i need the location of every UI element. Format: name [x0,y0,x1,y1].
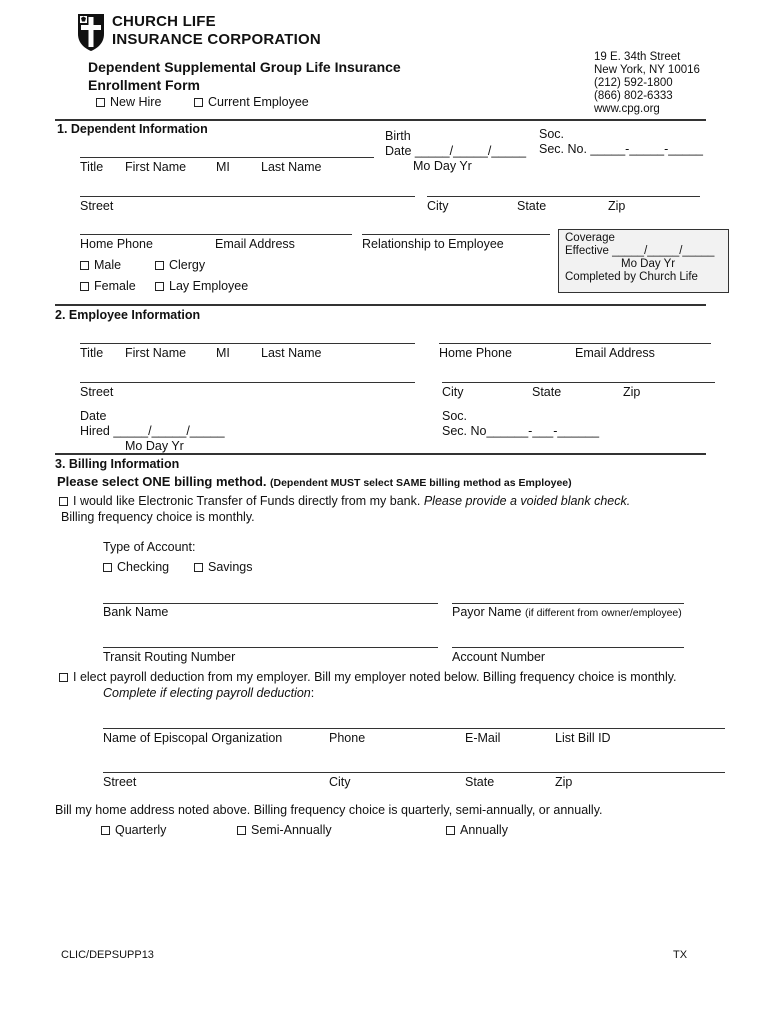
section2-divider [55,304,706,306]
male-label: Male [94,258,122,272]
checking-option[interactable] [103,560,169,574]
savings-label: Savings [208,560,253,574]
lay-employee-option[interactable] [155,279,248,293]
date-hired-sublabels: Mo Day Yr [125,439,184,453]
eft-text: I would like Electronic Transfer of Funds directly from my bank. [73,494,421,508]
section3-divider [55,453,706,455]
quarterly-option[interactable] [101,823,166,837]
address-line1: 19 E. 34th Street [594,51,681,63]
date-hired-label: Date [80,409,107,423]
emp-ssn-field[interactable]: Sec. No______-___-______ [442,424,600,438]
payor-name-note: (if different from owner/employee) [524,607,682,619]
emp-zip-label: Zip [623,385,641,399]
dep-last-name-label: Last Name [261,160,322,174]
emp-first-name-label: First Name [125,346,187,360]
org-address-line[interactable] [103,772,725,773]
form-title-line1: Dependent Supplemental Group Life Insurance [88,59,401,75]
company-address-block [594,51,700,116]
female-checkbox[interactable] [80,282,89,291]
emp-name-line[interactable] [80,343,415,344]
coverage-effective-field[interactable]: Effective _____/_____/_____ [565,245,715,257]
annually-label: Annually [460,823,508,837]
emp-street-label: Street [80,385,114,399]
current-employee-label: Current Employee [208,95,309,109]
dep-city-label: City [427,199,449,213]
form-code: CLIC/DEPSUPP13 [61,949,154,961]
coverage-completed-by: Completed by Church Life [565,271,698,283]
dep-relationship-line[interactable] [362,234,550,235]
org-name-label: Name of Episcopal Organization [103,731,283,745]
checking-label: Checking [117,560,170,574]
female-label: Female [94,279,136,293]
lay-employee-label: Lay Employee [169,279,249,293]
dep-email-label: Email Address [215,237,295,251]
semi-annually-label: Semi-Annually [251,823,332,837]
male-checkbox[interactable] [80,261,89,270]
date-hired-field[interactable]: Hired _____/_____/_____ [80,424,225,438]
org-street-label: Street [103,775,137,789]
eft-checkbox[interactable] [59,497,68,506]
payroll-italic-note: Complete if electing payroll deduction [103,686,311,700]
current-employee-option[interactable] [194,95,309,109]
dep-first-name-label: First Name [125,160,187,174]
org-zip-label: Zip [555,775,573,789]
emp-title-label: Title [80,346,104,360]
address-line2: New York, NY 10016 [594,64,700,76]
bank-name-label: Bank Name [103,605,169,619]
phone-line1: (212) 592-1800 [594,77,673,89]
section1-heading: 1. Dependent Information [57,122,208,136]
org-email-label: E-Mail [465,731,501,745]
current-employee-checkbox[interactable] [194,98,203,107]
dep-soc-label: Soc. [539,127,565,141]
lay-employee-checkbox[interactable] [155,282,164,291]
payor-name-label-group [452,605,682,619]
dep-street-line[interactable] [80,196,415,197]
select-one-label: Please select ONE billing method. [57,474,267,489]
emp-email-label: Email Address [575,346,655,360]
company-name-line1: CHURCH LIFE [112,13,216,30]
select-same-note: (Dependent MUST select SAME billing method as Employee) [270,477,572,489]
birth-date-sublabels: Mo Day Yr [413,159,472,173]
dep-relationship-label: Relationship to Employee [362,237,504,251]
annually-option[interactable] [446,823,508,837]
dep-home-phone-label: Home Phone [80,237,153,251]
emp-street-line[interactable] [80,382,415,383]
birth-date-field[interactable]: Date _____/_____/_____ [385,144,527,158]
payroll-checkbox[interactable] [59,673,68,682]
list-bill-id-label: List Bill ID [555,731,611,745]
bank-name-line[interactable] [103,603,438,604]
eft-voided-check-note: Please provide a voided blank check. [423,494,631,508]
emp-phone-email-line[interactable] [439,343,711,344]
dep-phone-email-line[interactable] [80,234,352,235]
new-hire-checkbox[interactable] [96,98,105,107]
section2-heading: 2. Employee Information [55,308,201,322]
payroll-instruction: Complete if electing payroll deduction: [103,686,315,700]
emp-city-label: City [442,385,464,399]
dep-street-label: Street [80,199,114,213]
routing-number-line[interactable] [103,647,438,648]
dep-state-label: State [517,199,547,213]
quarterly-label: Quarterly [115,823,167,837]
dep-name-line[interactable] [80,157,374,158]
routing-number-label: Transit Routing Number [103,650,236,664]
payroll-option[interactable] [59,670,677,684]
account-number-line[interactable] [452,647,684,648]
dep-mi-label: MI [216,160,230,174]
clergy-option[interactable] [155,258,205,272]
eft-option[interactable] [59,494,630,508]
church-shield-logo-icon [76,12,106,52]
payor-name-label: Payor Name [452,605,522,619]
male-option[interactable] [80,258,121,272]
emp-home-phone-label: Home Phone [439,346,512,360]
website: www.cpg.org [594,103,660,115]
female-option[interactable] [80,279,136,293]
savings-checkbox[interactable] [194,563,203,572]
section1-divider [55,119,706,121]
dep-zip-label: Zip [608,199,626,213]
billing-method-instruction [57,474,572,489]
org-info-line[interactable] [103,728,725,729]
new-hire-option[interactable] [96,95,161,109]
emp-mi-label: MI [216,346,230,360]
dep-ssn-field[interactable]: Sec. No. _____-_____-_____ [539,142,704,156]
semi-annually-option[interactable] [237,823,332,837]
phone-line2: (866) 802-6333 [594,90,673,102]
clergy-label: Clergy [169,258,206,272]
coverage-date-sublabels: Mo Day Yr [621,258,676,270]
emp-city-line[interactable] [442,382,715,383]
quarterly-checkbox[interactable] [101,826,110,835]
company-name-line2: INSURANCE CORPORATION [112,31,321,48]
home-bill-text: Bill my home address noted above. Billing frequency choice is quarterly, semi-annually, or annually. [55,803,603,817]
coverage-label: Coverage [565,232,615,244]
emp-state-label: State [532,385,562,399]
org-phone-label: Phone [329,731,366,745]
org-state-label: State [465,775,495,789]
clergy-checkbox[interactable] [155,261,164,270]
annually-checkbox[interactable] [446,826,455,835]
payroll-text: I elect payroll deduction from my employer. Bill my employer noted below. Billing frequency choice is monthly. [73,670,677,684]
dep-title-label: Title [80,160,104,174]
state-code: TX [673,949,688,961]
dep-city-line[interactable] [427,196,700,197]
coverage-effective-box [558,229,729,293]
eft-frequency-text: Billing frequency choice is monthly. [61,510,255,524]
form-title-line2: Enrollment Form [88,77,201,93]
account-number-label: Account Number [452,650,546,664]
birth-label: Birth [385,129,411,143]
checking-checkbox[interactable] [103,563,112,572]
semi-annually-checkbox[interactable] [237,826,246,835]
emp-soc-label: Soc. [442,409,468,423]
new-hire-label: New Hire [110,95,162,109]
emp-last-name-label: Last Name [261,346,322,360]
org-city-label: City [329,775,351,789]
payor-name-line[interactable] [452,603,684,604]
account-type-label: Type of Account: [103,540,196,554]
savings-option[interactable] [194,560,252,574]
section3-heading: 3. Billing Information [55,457,180,471]
